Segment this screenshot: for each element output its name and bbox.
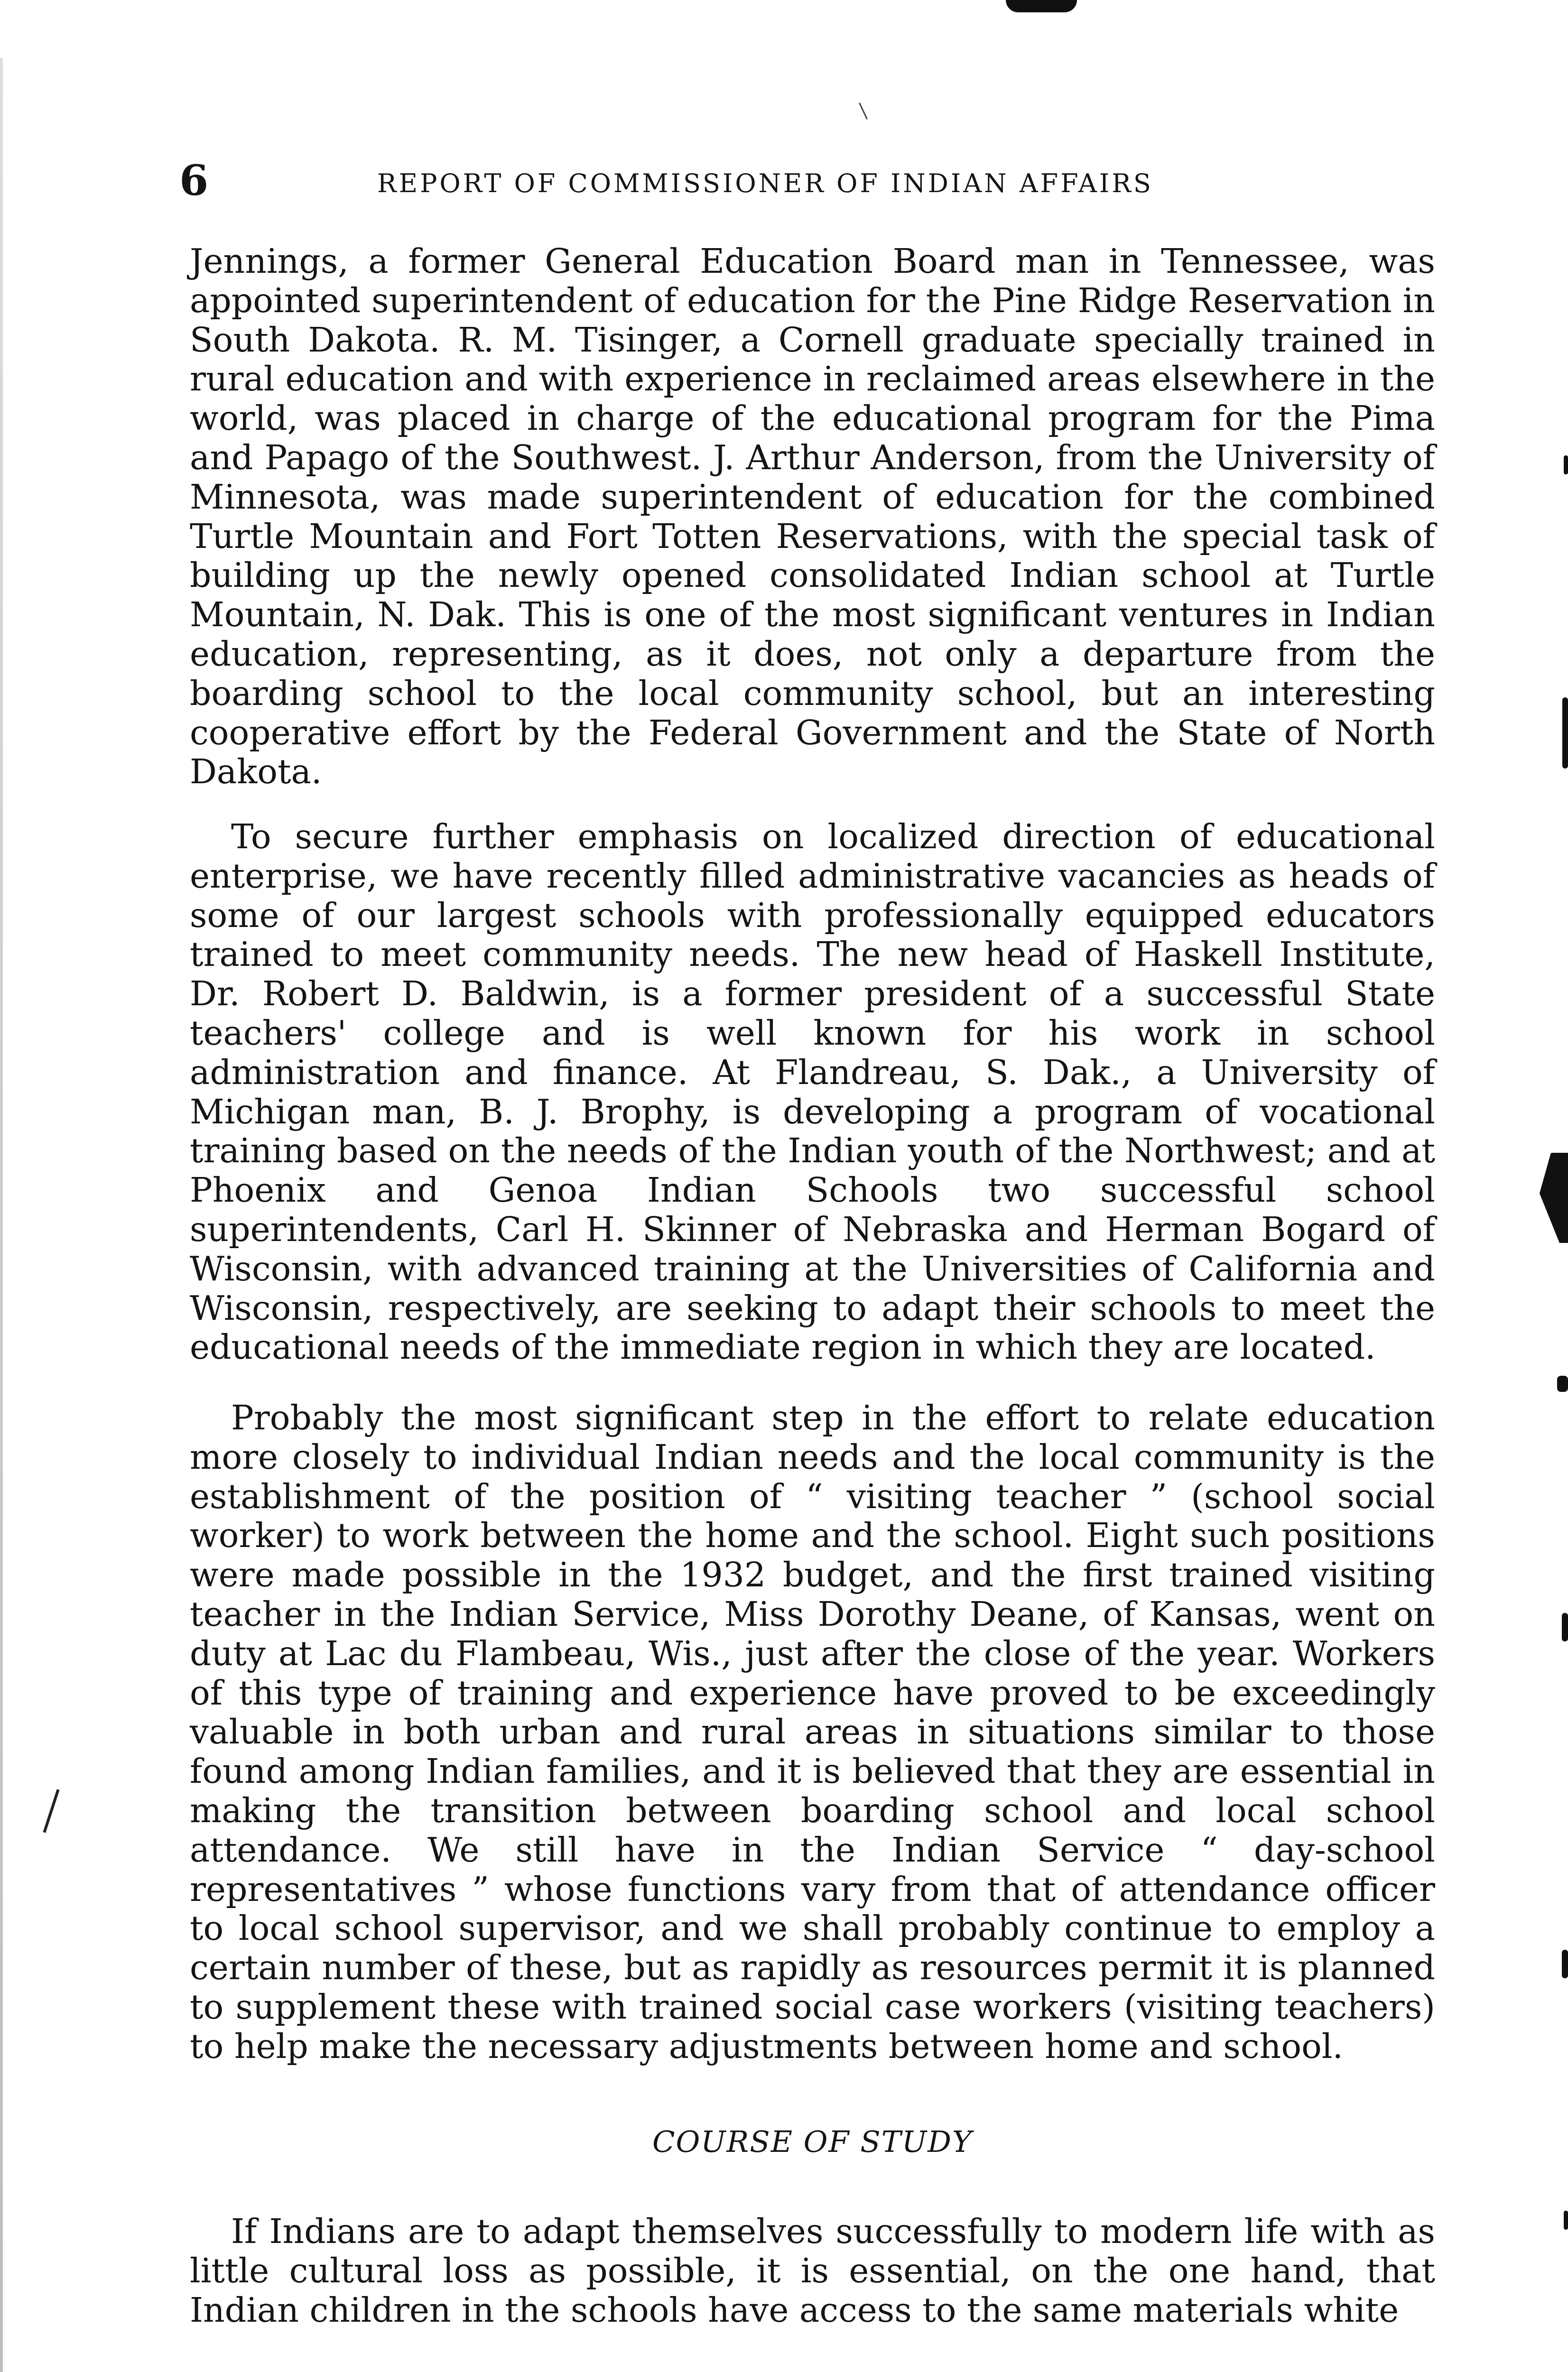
paragraph: To secure further emphasis on localized direction of educational enterprise, we have recently filled administrative vacancies as heads of some of our largest schools with professionally equipped educators trained to meet community needs. The new head of Haskell Institute, Dr. Robert D. Baldwin, is a former president of a successful State teachers' college and is well known for his work in school administration and finance. At Flandreau, S. Dak., a University of Michigan man, B. J. Brophy, is developing a program of vocational training based on the needs of the Indian youth of the Northwest; and at Phoenix and Genoa Indian Schools two successful school superintendents, Carl H. Skinner of Nebraska and Herman Bogard of Wisconsin, with advanced training at the Universities of California and Wisconsin, respectively, are seeking to adapt their schools to meet the educational needs of the immediate region in which they are located. — [190, 817, 1435, 1367]
scan-artifact-mark — [1562, 1950, 1568, 1978]
paragraph: If Indians are to adapt themselves successfully to modern life with as little cultural loss as possible, it is essential, on the one hand, that Indian children in the schools have access to the same materials white — [190, 2212, 1435, 2330]
body-text-block — [190, 817, 1435, 1367]
scan-artifact-mark — [1564, 2211, 1568, 2230]
paragraph: Probably the most significant step in the effort to relate education more closely to individual Indian needs and the local community is the establishment of the position of “ visiting teacher ” (school social worker) to work between the home and the school. Eight such positions were made possible in the 1932 budget, and the first trained visiting teacher in the Indian Service, Miss Dorothy Deane, of Kansas, went on duty at Lac du Flambeau, Wis., just after the close of the year. Workers of this type of training and experience have proved to be exceedingly valuable in both urban and rural areas in situations similar to those found among Indian families, and it is believed that they are essential in making the transition between boarding school and local school attendance. We still have in the Indian Service “ day-school representatives ” whose functions vary from that of attendance officer to local school supervisor, and we shall probably continue to employ a certain number of these, but as rapidly as resources permit it is planned to supplement these with trained social case workers (visiting teachers) to help make the necessary adjustments between home and school. — [190, 1398, 1435, 2066]
scan-artifact-mark — [1540, 1153, 1568, 1243]
page-number: 6 — [179, 156, 209, 205]
body-text-block — [190, 1399, 1435, 2066]
scan-artifact-mark — [1562, 697, 1568, 769]
scan-artifact-mark — [1557, 1376, 1568, 1392]
scan-artifact-blot — [1006, 0, 1077, 12]
scan-artifact-mark — [1564, 455, 1568, 474]
scan-artifact-slash — [43, 1789, 59, 1833]
scan-artifact-left-edge — [0, 58, 3, 2372]
running-head: REPORT OF COMMISSIONER OF INDIAN AFFAIRS — [377, 168, 1153, 198]
scan-artifact-mark — [1562, 1613, 1568, 1641]
section-heading: COURSE OF STUDY — [652, 2124, 973, 2159]
scan-artifact-tick — [859, 102, 868, 120]
paragraph: Jennings, a former General Education Board man in Tennessee, was appointed superintendent of education for the Pine Ridge Reservation in South Dakota. R. M. Tisinger, a Cornell graduate specially trained in rural education and with experience in reclaimed areas elsewhere in the world, was placed in charge of the educational program for the Pima and Papago of the Southwest. J. Arthur Anderson, from the University of Minnesota, was made superintendent of education for the combined Turtle Mountain and Fort Totten Reservations, with the special task of building up the newly opened consolidated Indian school at Turtle Mountain, N. Dak. This is one of the most significant ventures in Indian education, representing, as it does, not only a departure from the boarding school to the local community school, but an interesting cooperative effort by the Federal Government and the State of North Dakota. — [190, 241, 1435, 792]
body-text-block — [190, 2212, 1435, 2330]
body-text-block — [190, 242, 1435, 792]
